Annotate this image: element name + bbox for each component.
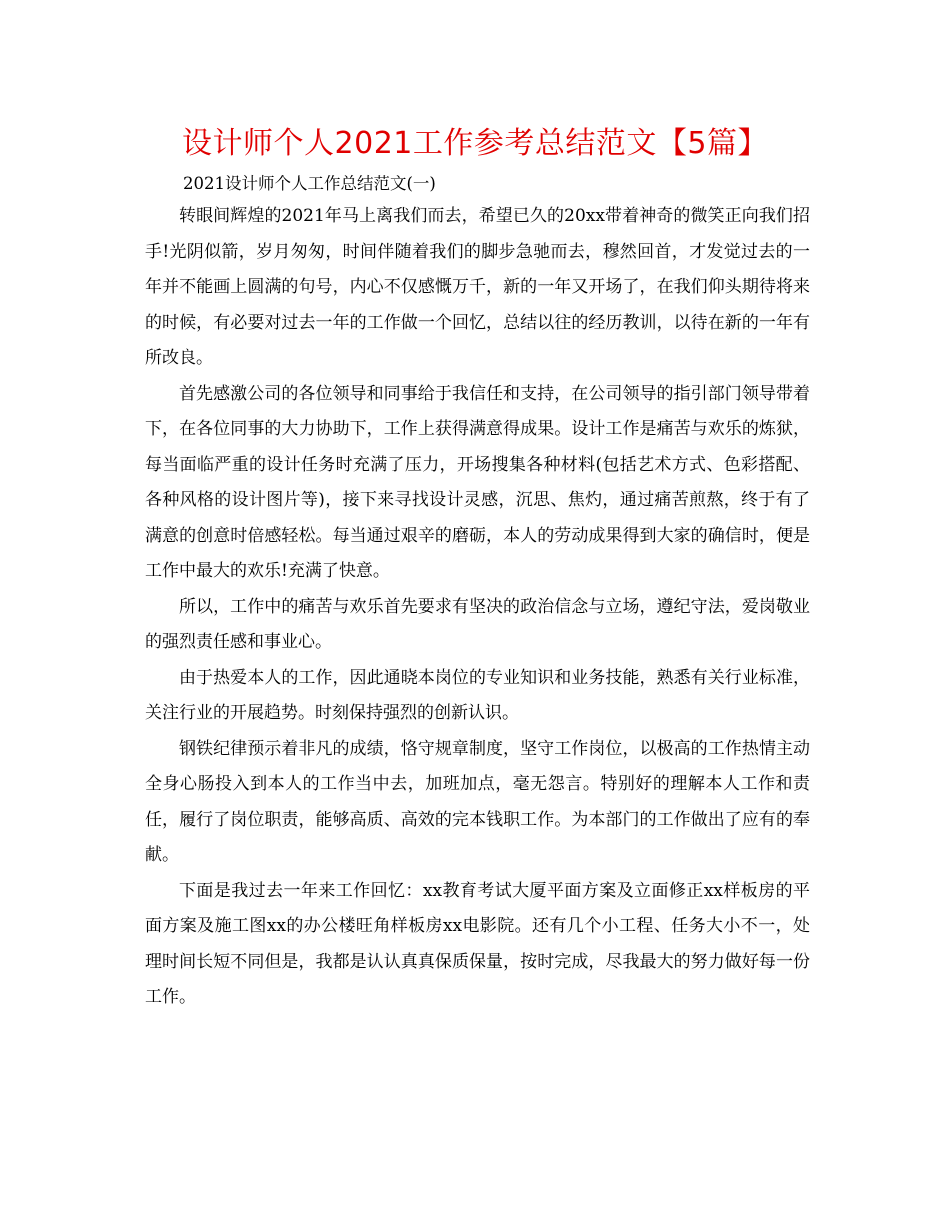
paragraph-6: 下面是我过去一年来工作回忆：xx教育考试大厦平面方案及立面修正xx样板房的平面方案及施工图xx的办公楼旺角样板房xx电影院。还有几个小工程、任务大小不一，处理时间长短不同但是，我都是认认真真保质保量，按时完成，尽我最大的努力做好每一份工作。: [145, 880, 810, 1007]
paragraph-3: 所以，工作中的痛苦与欢乐首先要求有坚决的政治信念与立场，遵纪守法，爱岗敬业的强烈责任感和事业心。: [145, 596, 810, 652]
paragraph-2: 首先感激公司的各位领导和同事给于我信任和支持，在公司领导的指引部门领导带着下，在各位同事的大力协助下，工作上获得满意得成果。设计工作是痛苦与欢乐的炼狱，每当面临严重的设计任务时充满了压力，开场搜集各种材料(包括艺术方式、色彩搭配、各种风格的设计图片等)，接下来寻找设计灵感，沉思、焦灼，通过痛苦煎熬，终于有了满意的创意时倍感轻松。每当通过艰辛的磨砺，本人的劳动成果得到大家的确信时，便是工作中最大的欢乐!充满了快意。: [145, 383, 810, 581]
document-body: [145, 199, 810, 1016]
paragraph-1: 转眼间辉煌的2021年马上离我们而去，希望已久的20xx带着神奇的微笑正向我们招手!光阴似箭，岁月匆匆，时间伴随着我们的脚步急驰而去，穆然回首，才发觉过去的一年并不能画上圆满的句号，内心不仅感慨万千，新的一年又开场了，在我们仰头期待将来的时候，有必要对过去一年的工作做一个回忆，总结以往的经历教训，以待在新的一年有所改良。: [145, 206, 810, 368]
document-subtitle: 2021设计师个人工作总结范文(一): [183, 174, 436, 193]
paragraph-4: 由于热爱本人的工作，因此通晓本岗位的专业知识和业务技能，熟悉有关行业标准，关注行业的开展趋势。时刻保持强烈的创新认识。: [145, 667, 810, 723]
document-title: 设计师个人2021工作参考总结范文【5篇】: [182, 126, 768, 161]
paragraph-5: 钢铁纪律预示着非凡的成绩，恪守规章制度，坚守工作岗位，以极高的工作热情主动全身心肠投入到本人的工作当中去，加班加点，毫无怨言。特别好的理解本人工作和责任，履行了岗位职责，能够高质、高效的完本钱职工作。为本部门的工作做出了应有的奉献。: [145, 738, 810, 865]
